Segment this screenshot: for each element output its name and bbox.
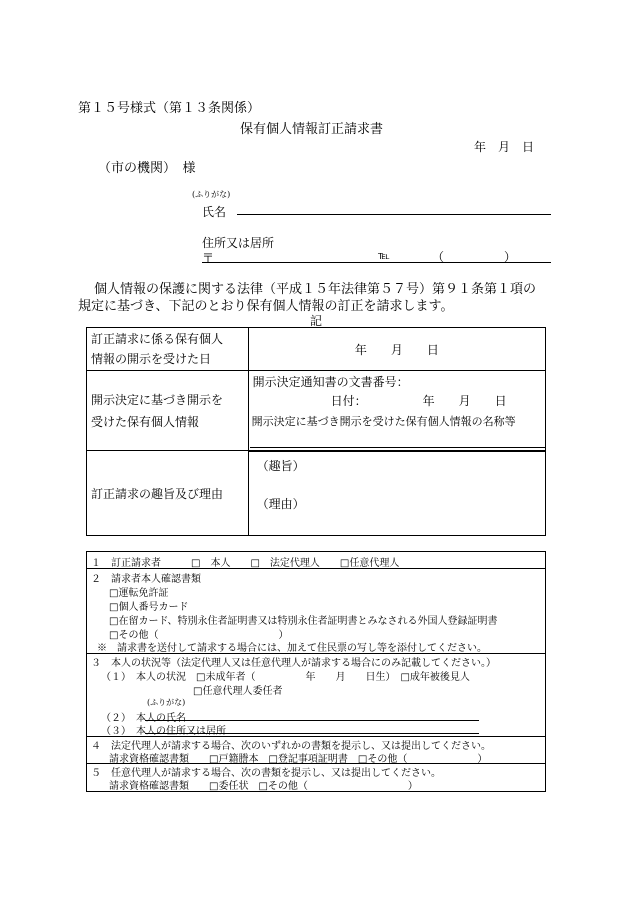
disclosure-date-value: 年 月 日 <box>354 342 439 357</box>
name-furigana-label: (ふりがな) <box>192 190 231 199</box>
voluntary-rep-docs-title: ５ 任意代理人が請求する場合、次の書類を提示し、又は提出してください。 <box>91 768 441 779</box>
disclosed-info-name-line <box>250 447 545 448</box>
disclosed-info-field[interactable] <box>248 371 545 451</box>
purpose-reason-label-cell <box>87 451 249 536</box>
purpose-divider <box>249 451 546 452</box>
principal-name-label: （２） 本人の氏名 <box>101 713 186 724</box>
decision-doc-number-label: 開示決定通知書の文書番号： <box>252 375 409 389</box>
address-label: 住所又は居所 <box>202 236 275 250</box>
tel-field[interactable]: （ ） <box>432 250 517 264</box>
id-doc-my-number-card[interactable]: □個人番号カード <box>109 602 189 613</box>
request-date: 年 月 日 <box>474 140 535 154</box>
principal-status-row[interactable]: （１） 本人の状況 □未成年者（ 年 月 日生） □成年被後見人 <box>101 672 470 683</box>
form-number: 第１５号様式（第１３条関係） <box>78 101 261 116</box>
voluntary-rep-docs-options[interactable]: 請求資格確認書類 □委任状 □その他（ ） <box>109 781 418 792</box>
correction-request-table <box>86 327 546 536</box>
disclosure-date-label-2: 情報の開示を受けた日 <box>91 352 212 366</box>
decision-date-value: 年 月 日 <box>422 394 507 408</box>
disclosed-info-name-label: 開示決定に基づき開示を受けた保有個人情報の名称等 <box>251 415 516 428</box>
principal-name-field[interactable] <box>145 720 479 721</box>
principal-address-label: （３） 本人の住所又は居所 <box>101 726 226 737</box>
id-documents-title: ２ 請求者本人確認書類 <box>91 574 201 585</box>
requester-details-box <box>86 551 546 792</box>
body-line-2: 規定に基づき、下記のとおり保有個人情報の訂正を請求します。 <box>78 299 454 314</box>
legal-rep-docs-options[interactable]: 請求資格確認書類 □戸籍謄本 □登記事項証明書 □その他（ ） <box>109 754 488 765</box>
decision-date-label: 日付： <box>330 394 367 408</box>
postal-mark: 〒 <box>202 251 215 265</box>
principal-status-title: ３ 本人の状況等（法定代理人又は任意代理人が請求する場合にのみ記載してください。） <box>91 658 496 669</box>
legal-rep-docs-title: ４ 法定代理人が請求する場合、次のいずれかの書類を提示し、又は提出してください。 <box>91 741 491 752</box>
purpose-label: （趣旨） <box>256 459 305 473</box>
principal-name-furigana: (ふりがな) <box>147 698 186 707</box>
tel-icon: ℡ <box>378 249 390 262</box>
ki-label: 記 <box>310 314 323 328</box>
body-line-1: 個人情報の保護に関する法律（平成１５年法律第５７号）第９１条第１項の <box>94 282 537 297</box>
mail-request-note: ※ 請求書を送付して請求する場合には、加えて住民票の写し等を添付してください。 <box>97 643 487 654</box>
document-title: 保有個人情報訂正請求書 <box>240 122 384 137</box>
purpose-reason-label: 訂正請求の趣旨及び理由 <box>91 486 224 501</box>
name-field[interactable] <box>237 214 551 215</box>
name-label: 氏名 <box>202 205 227 219</box>
disclosure-date-label-cell <box>87 328 249 371</box>
principal-status-proxy-grantor[interactable]: □任意代理人委任者 <box>193 686 283 697</box>
disclosure-date-field[interactable] <box>248 328 545 371</box>
disclosed-info-label-2: 受けた保有個人情報 <box>91 414 200 429</box>
disclosed-info-label-cell <box>87 371 249 451</box>
disclosure-date-label-1: 訂正請求に係る保有個人 <box>91 332 224 346</box>
id-doc-drivers-license[interactable]: □運転免許証 <box>109 588 169 599</box>
id-doc-residence-card[interactable]: □在留カード、特別永住者証明書又は特別永住者証明書とみなされる外国人登録証明書 <box>109 616 498 627</box>
divider-1 <box>87 568 545 569</box>
reason-label: （理由） <box>256 497 305 511</box>
disclosed-info-label-1: 開示決定に基づき開示を <box>91 392 224 407</box>
principal-address-field[interactable] <box>145 733 479 734</box>
requester-type-row[interactable]: １ 訂正請求者 □ 本人 □ 法定代理人 □任意代理人 <box>91 558 400 569</box>
id-doc-other[interactable]: □その他（ ） <box>109 630 289 641</box>
addressee: （市の機関） 様 <box>98 161 196 176</box>
purpose-reason-field[interactable] <box>248 451 545 536</box>
